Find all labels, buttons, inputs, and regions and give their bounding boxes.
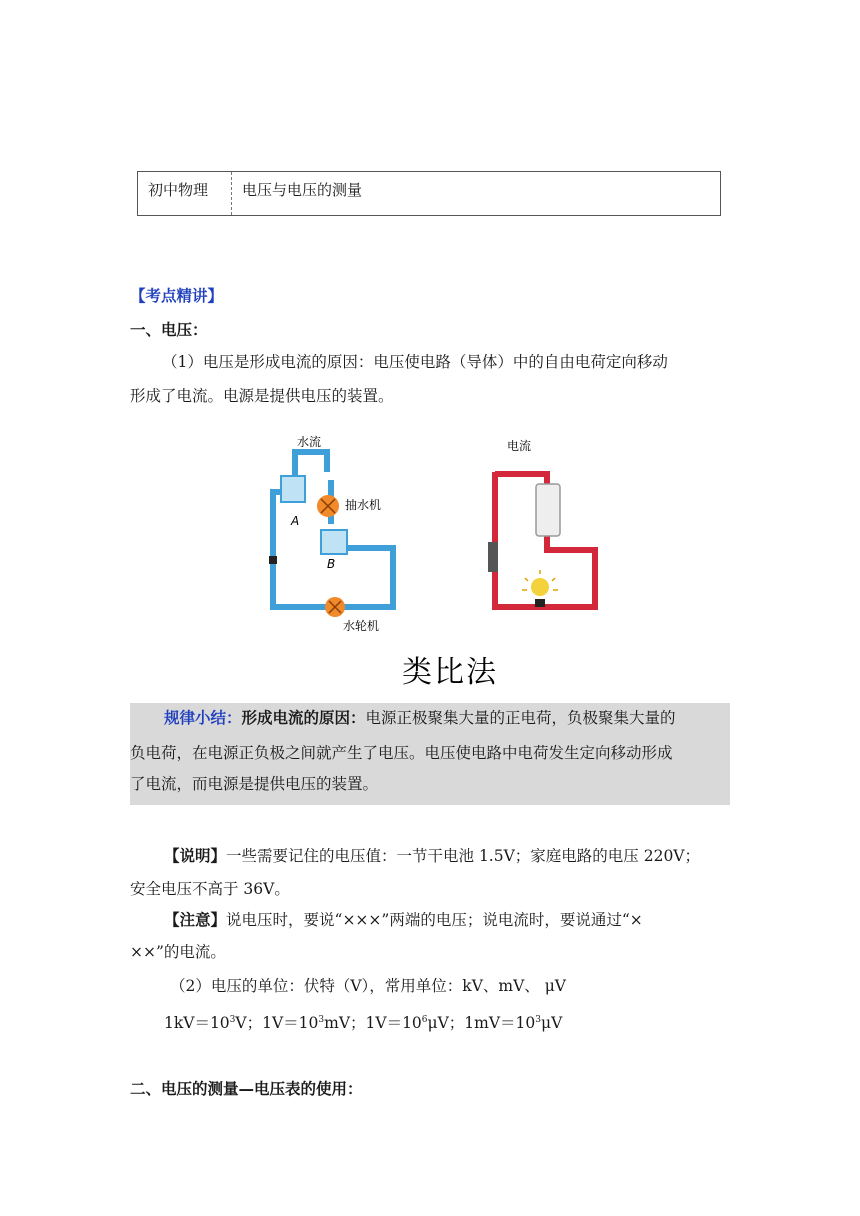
unit-line: （2）电压的单位：伏特（V），常用单位：kV、mV、 μV	[170, 977, 566, 995]
attention-line1-rest: 说电压时，要说“×××”两端的电压；说电流时，要说通过“×	[226, 911, 643, 929]
para1-line1: （1）电压是形成电流的原因：电压使电路（导体）中的自由电荷定向移动	[162, 353, 668, 371]
turbine-label: 水轮机	[343, 619, 380, 633]
figure-caption: 类比法	[402, 655, 498, 690]
summary-line3: 了电流，而电源是提供电压的装置。	[130, 775, 379, 793]
section-tag: 【考点精讲】	[130, 287, 224, 305]
topic-cell: 电压与电压的测量	[242, 181, 363, 199]
summary-line1-rest: 电源正极聚集大量的正电荷，负极聚集大量的	[365, 709, 676, 727]
attention-tag: 【注意】	[164, 911, 227, 929]
note-tag: 【说明】	[164, 847, 227, 865]
note-line2: 安全电压不高于 36V。	[130, 880, 290, 898]
switch-icon	[488, 542, 498, 572]
label-b: B	[327, 557, 336, 571]
current-label: 电流	[507, 439, 532, 453]
subject-cell: 初中物理	[138, 172, 232, 215]
header-table	[137, 171, 721, 216]
note-line1-rest: 一些需要记住的电压值：一节干电池 1.5V；家庭电路的电压 220V；	[226, 847, 700, 865]
water-flow-label: 水流	[297, 435, 322, 449]
para1-line2: 形成了电流。电源是提供电压的装置。	[130, 387, 394, 405]
attention-line1	[164, 905, 643, 936]
summary-lead: 形成电流的原因：	[241, 709, 366, 727]
analogy-figure	[255, 432, 675, 692]
note-line1	[164, 841, 700, 872]
pump-label: 抽水机	[345, 498, 382, 512]
attention-line2: ××”的电流。	[130, 943, 226, 961]
summary-label: 规律小结：	[164, 709, 242, 727]
summary-line2: 负电荷，在电源正负极之间就产生了电压。电压使电路中电荷发生定向移动形成	[130, 744, 673, 762]
electric-circuit-diagram	[488, 472, 595, 607]
bulb-icon	[531, 578, 549, 596]
heading-measurement: 二、电压的测量—电压表的使用：	[130, 1080, 363, 1098]
label-a: A	[291, 514, 300, 528]
water-circuit-diagram	[269, 452, 393, 617]
heading-voltage: 一、电压：	[130, 321, 208, 339]
battery-icon	[536, 484, 560, 536]
conversion-line: $1kV=10^3V$；$1V=10^3mV$；$1V=10^6\mu V$；$1mV=10^3\mu V$	[164, 1014, 563, 1032]
summary-line1	[164, 703, 676, 734]
